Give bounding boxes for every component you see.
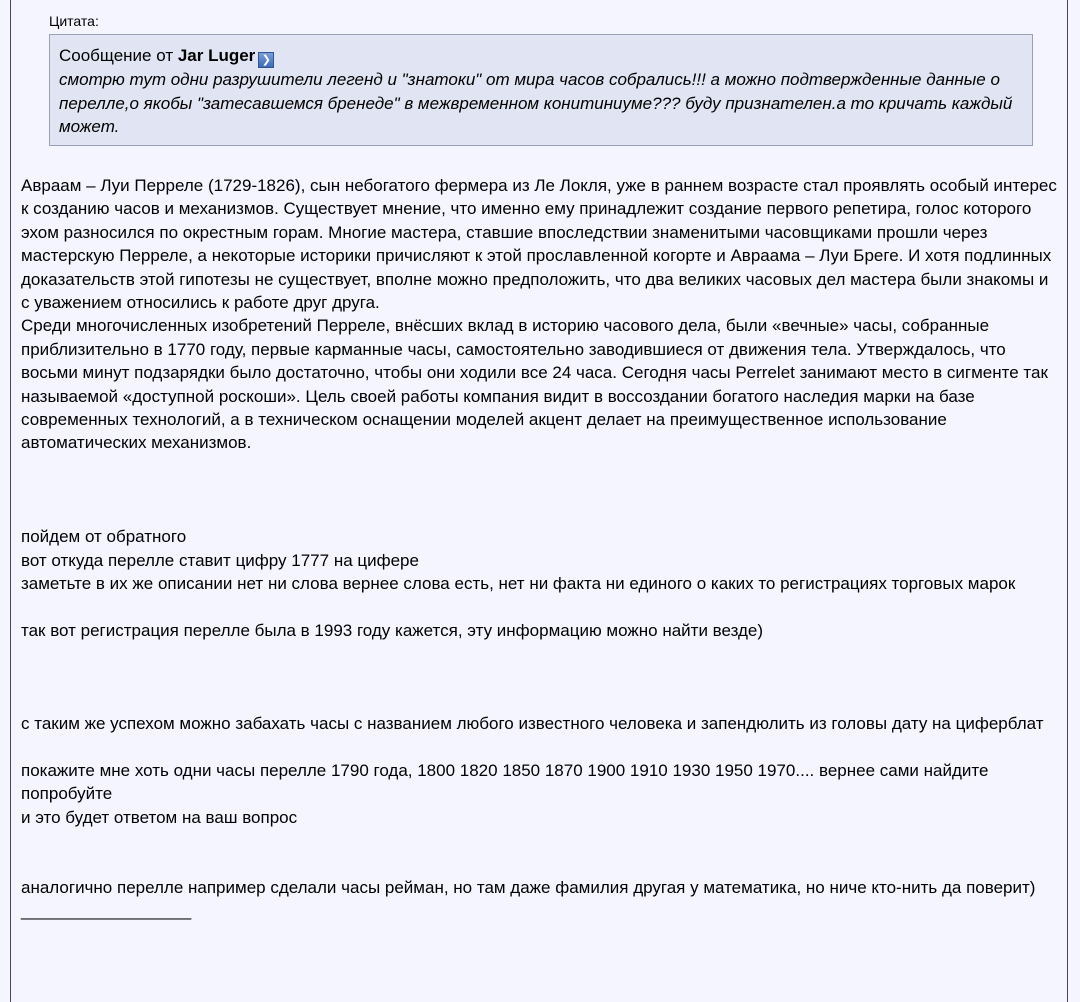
- post-line: и это будет ответом на ваш вопрос: [21, 807, 298, 827]
- post-line: вот откуда перелле ставит цифру 1777 на цифере: [21, 550, 419, 570]
- post-line: покажите мне хоть одни часы перелле 1790 года, 1800 1820 1850 1870 1900 1910 1930 1950 1970.... вернее сами найдите попробуйте: [21, 761, 989, 804]
- post-line: с таким же успехом можно забахать часы с названием любого известного человека и запендюлить из головы дату на циферблат: [21, 714, 1044, 734]
- quote-prefix: Сообщение от: [59, 46, 178, 65]
- post-line: пойдем от обратного: [21, 527, 187, 547]
- post-body: [21, 174, 1061, 922]
- view-post-arrow-icon[interactable]: ❯: [258, 52, 274, 68]
- quote-label: Цитата:: [49, 13, 99, 29]
- post-line: аналогично перелле например сделали часы рейман, но там даже фамилия другая у математика, но ниче кто-нить да поверит): [21, 878, 1036, 898]
- quote-text: смотрю тут одни разрушители легенд и "знатоки" от мира часов собрались!!! а можно подтвержденные данные о перелле,о якобы "затесавшемся бренеде" в межвременном конитиниуме??? буду признателен.а то кричать каждый может.: [59, 70, 1013, 136]
- post-paragraph-history-2: Среди многочисленных изобретений Перреле, внёсших вклад в историю часового дела, были «вечные» часы, собранные приблизительно в 1770 году, первые карманные часы, самостоятельно заводившиеся от движения тела. Утверждалось, что восьми минут подзарядки было достаточно, чтобы они ходили все 24 часа. Сегодня часы Perrelet занимают место в сигменте так называемой «доступной роскоши». Цель своей работы компания видит в воссоздании богатого наследия марки на базе современных технологий, а в техническом оснащении моделей акцент делает на преимущественное использование автоматических механизмов.: [21, 316, 1048, 453]
- post-line: заметьте в их же описании нет ни слова вернее слова есть, нет ни факта ни единого о каких то регистрациях торговых марок: [21, 574, 1016, 594]
- quote-author: Jar Luger: [177, 46, 256, 65]
- quote-block: [49, 34, 1033, 146]
- quote-header: [59, 44, 1023, 68]
- signature-separator: __________________: [21, 901, 192, 921]
- post-line: так вот регистрация перелле была в 1993 году кажется, эту информацию можно найти везде): [21, 620, 764, 640]
- forum-post: [10, 0, 1068, 1002]
- post-paragraph-history-1: Авраам – Луи Перреле (1729-1826), сын небогатого фермера из Ле Локля, уже в раннем возрасте стал проявлять особый интерес к созданию часов и механизмов. Существует мнение, что именно ему принадлежит создание первого репетира, голос которого эхом разносился по окрестным горам. Многие мастера, ставшие впоследствии знаменитыми часовщиками прошли через мастерскую Перреле, а некоторые историки причисляют к этой прославленной когорте и Авраама – Луи Бреге. И хотя подлинных доказательств этой гипотезы не существует, вполне можно предположить, что два великих часовых дел мастера были знакомы и с уважением относились к работе друг друга.: [21, 176, 1057, 313]
